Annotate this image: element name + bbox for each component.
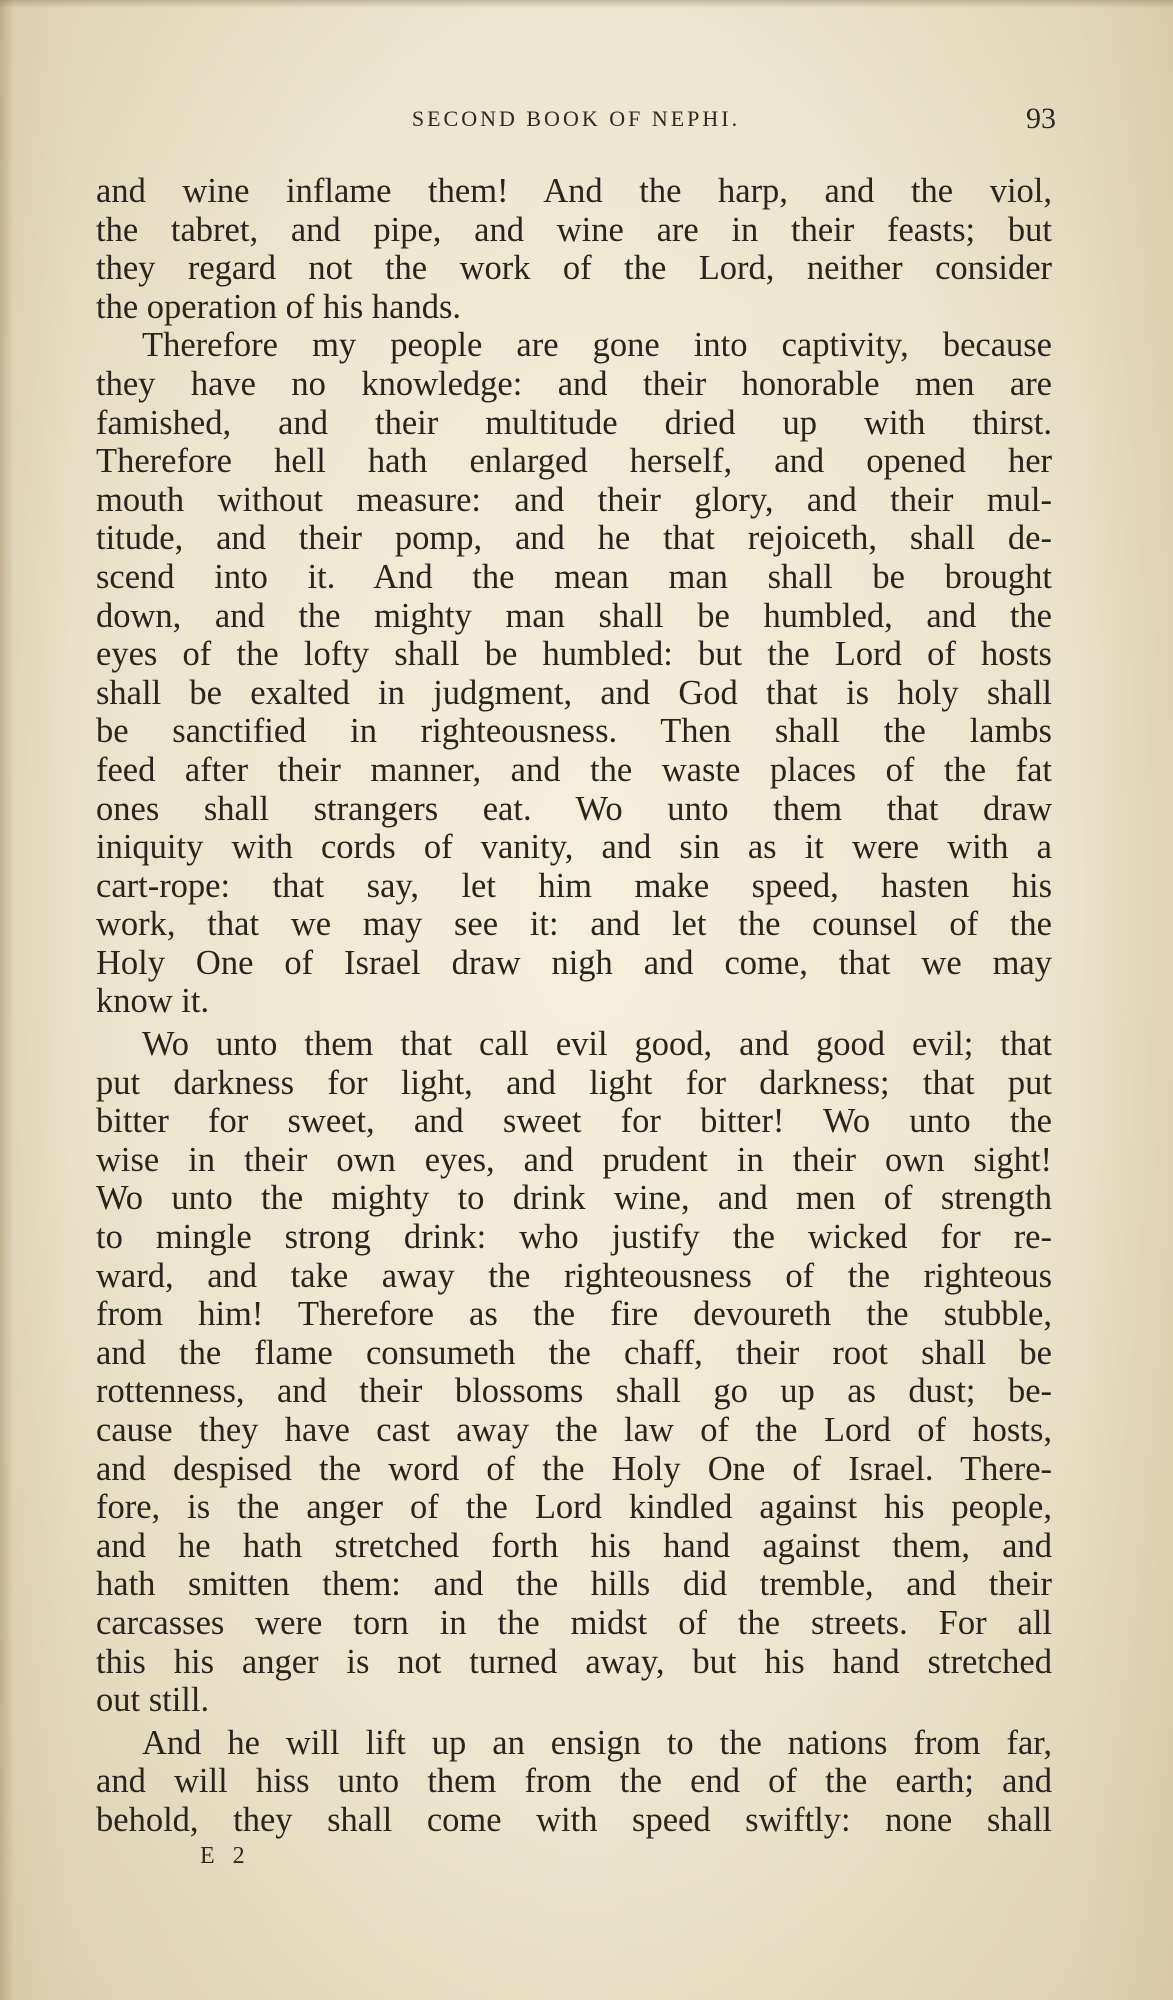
text-line: Therefore my people are gone into captivity, because: [142, 326, 1052, 365]
text-line: and despised the word of the Holy One of Israel. There-: [96, 1449, 1052, 1488]
text-line: and the flame consumeth the chaff, their root shall be: [96, 1333, 1052, 1372]
text-line: cause they have cast away the law of the Lord of hosts,: [96, 1411, 1052, 1449]
text-line: rottenness, and their blossoms shall go up as dust; be-: [96, 1372, 1052, 1411]
text-line: Holy One of Israel draw nigh and come, that we may: [96, 943, 1052, 982]
text-line: hath smitten them: and the hills did tremble, and their: [96, 1565, 1052, 1604]
text-line: work, that we may see it: and let the counsel of the: [96, 905, 1052, 944]
text-line: down, and the mighty man shall be humbled, and the: [96, 596, 1052, 635]
text-line: scend into it. And the mean man shall be brought: [96, 557, 1052, 596]
text-line: to mingle strong drink: who justify the wicked for re-: [96, 1218, 1052, 1257]
text-line: know it.: [96, 982, 210, 1021]
text-line: the operation of his hands.: [96, 287, 462, 326]
text-line: carcasses were torn in the midst of the streets. For all: [96, 1603, 1052, 1642]
text-line: they regard not the work of the Lord, neither consider: [96, 249, 1052, 288]
text-line: ward, and take away the righteousness of the righteous: [96, 1256, 1052, 1295]
text-line: ones shall strangers eat. Wo unto them that draw: [96, 789, 1052, 828]
text-line: and wine inflame them! And the harp, and the viol,: [96, 172, 1052, 210]
text-line: and will hiss unto them from the end of the earth; and: [96, 1762, 1052, 1801]
text-line: the tabret, and pipe, and wine are in their feasts; but: [96, 210, 1052, 249]
text-line: famished, and their multitude dried up with thirst.: [96, 403, 1052, 442]
text-line: Therefore hell hath enlarged herself, and opened her: [96, 442, 1052, 481]
text-line: Wo unto them that call evil good, and good evil; that: [142, 1025, 1052, 1064]
text-line: cart-rope: that say, let him make speed, hasten his: [96, 866, 1052, 905]
signature-mark: E 2: [200, 1843, 251, 1869]
text-line: this his anger is not turned away, but his hand stretched: [96, 1642, 1052, 1681]
text-line: they have no knowledge: and their honorable men are: [96, 364, 1052, 403]
text-line: put darkness for light, and light for darkness; that put: [96, 1063, 1052, 1102]
text-line: from him! Therefore as the fire devoureth the stubble,: [96, 1295, 1052, 1334]
text-line: eyes of the lofty shall be humbled: but the Lord of hosts: [96, 635, 1052, 674]
text-line: mouth without measure: and their glory, and their mul-: [96, 480, 1052, 519]
text-line: shall be exalted in judgment, and God that is holy shall: [96, 673, 1052, 712]
text-line: out still.: [96, 1681, 210, 1720]
text-line: iniquity with cords of vanity, and sin as it were with a: [96, 828, 1052, 867]
text-line: titude, and their pomp, and he that rejoiceth, shall de-: [96, 519, 1052, 558]
page-number: 93: [1026, 102, 1056, 135]
text-line: and he hath stretched forth his hand against them, and: [96, 1526, 1052, 1565]
text-line: feed after their manner, and the waste places of the fat: [96, 750, 1052, 789]
running-title: SECOND BOOK OF NEPHI.: [411, 106, 741, 131]
text-line: be sanctified in righteousness. Then shall the lambs: [96, 712, 1052, 751]
text-line: fore, is the anger of the Lord kindled against his people,: [96, 1488, 1052, 1527]
text-line: Wo unto the mighty to drink wine, and men of strength: [96, 1179, 1052, 1218]
running-head: [96, 102, 1056, 142]
body-text: [96, 172, 1052, 1840]
text-line: bitter for sweet, and sweet for bitter! Wo unto the: [96, 1102, 1052, 1141]
text-line: behold, they shall come with speed swiftly: none shall: [96, 1800, 1052, 1839]
text-line: wise in their own eyes, and prudent in their own sight!: [96, 1140, 1052, 1179]
text-line: And he will lift up an ensign to the nations from far,: [142, 1723, 1052, 1762]
